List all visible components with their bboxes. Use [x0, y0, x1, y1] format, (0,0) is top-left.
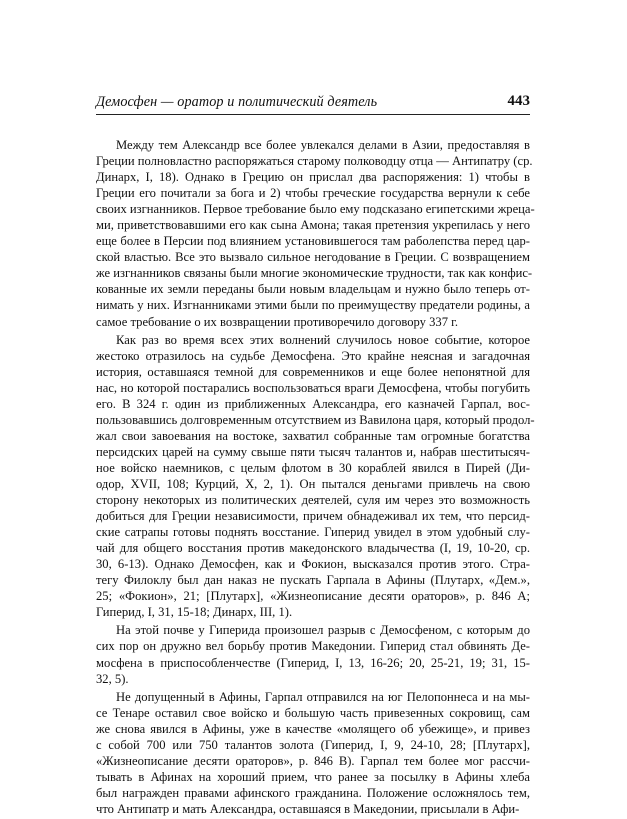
paragraph	[96, 332, 535, 621]
text-line: ное войско наемников, с целым флотом в 30 кораблей явился в Пирей (Ди-	[96, 460, 530, 475]
text-line: жестоко отразилось на судьбе Демосфена. Это крайне неясная и загадочная	[96, 348, 530, 363]
text-line: был награжден правами афинского гражданина. Положение осложнялось тем,	[96, 785, 530, 800]
text-line: 30, 6-13). Однако Демосфен, как и Фокион, высказался против этого. Стра-	[96, 557, 530, 572]
text-line: тывать в Афинах на хороший прием, что ранее за посылку в Афины хлеба	[96, 769, 530, 784]
text-line: Между тем Александр все более увлекался делами в Азии, предоставляя в	[116, 138, 530, 152]
text-line: с собой 700 или 750 талантов золота (Гиперид, I, 9, 24-10, 28; [Плутарх],	[96, 737, 530, 752]
text-line: история, оставшаяся темной для современников и еще более непонятной для	[96, 364, 530, 379]
text-line: же изгнанников связаны были многие экономические трудности, так как конфис-	[96, 266, 533, 281]
text-line: сих пор он дружно вел борьбу против Македонии. Гиперид стал обвинять Де-	[96, 639, 530, 654]
text-line: «Жизнеописание десяти ораторов», р. 846 В). Гарпал тем более мог рассчи-	[96, 753, 530, 768]
text-line: персидских царей на сумму свыше пяти тысяч талантов и, набрав шеститысяч-	[96, 444, 530, 459]
text-line: что Антипатр и мать Александра, оставшаяся в Македонии, присылали в Афи-	[96, 801, 520, 816]
text-line: ми, приветствовавшими его как сына Амона; такая претензия укрепилась у него	[96, 218, 530, 233]
text-line: Как раз во время всех этих волнений случилось новое событие, которое	[116, 332, 530, 347]
text-line: чай для общего восстания против македонского владычества (I, 19, 10-20, ср.	[96, 541, 530, 556]
body-text	[96, 137, 535, 819]
text-line: нас, но которой постарались воспользоваться враги Демосфена, чтобы погубить	[96, 380, 530, 395]
text-line: се Тенаре оставил свое войско и большую часть привезенных сокровищ, сам	[96, 705, 530, 720]
text-line: 32, 5).	[96, 671, 129, 686]
text-line: Динарх, I, 18). Однако в Грецию он прислал два распоряжения: 1) чтобы в	[96, 170, 530, 185]
text-line: мосфена в приспособленчестве (Гиперид, I, 13, 16-26; 20, 25-21, 19; 31, 15-	[96, 655, 530, 670]
text-line: тегу Филоклу был дан наказ не пускать Гарпала в Афины (Плутарх, «Дем.»,	[96, 573, 530, 588]
text-line: его. В 324 г. один из приближенных Александра, его казначей Гарпал, вос-	[96, 396, 530, 411]
page-number: 443	[507, 93, 530, 109]
text-line: 25; «Фокион», 21; [Плутарх], «Жизнеописание десяти ораторов», р. 846 А;	[96, 589, 530, 604]
text-line: же снова явился в Афины, уже в качестве «молящего об убежище», и привез	[96, 721, 530, 736]
paragraph	[96, 689, 530, 817]
text-line: сторону некоторых из политических деятелей, суля им через это возможность	[96, 493, 530, 508]
text-line: Греции полновластно распоряжаться старому полководцу отца — Антипатру (ср.	[96, 154, 533, 169]
text-line: Гиперид, I, 31, 15-18; Динарх, III, 1).	[96, 605, 293, 620]
text-line: ские сатрапы готовы поднять восстание. Гиперид увидел в этом удобный слу-	[96, 525, 530, 540]
text-line: самое требование о их возвращении противоречило договору 337 г.	[96, 314, 459, 329]
paragraph	[96, 137, 535, 330]
running-title: Демосфен — оратор и политический деятель	[96, 94, 378, 110]
running-header	[96, 92, 530, 115]
text-line: Греции его почитали за бога и 2) чтобы греческие государства вернули к себе	[96, 186, 530, 201]
text-line: ской властью. Все это вызвало сильное негодование в Греции. С возвращением	[96, 250, 530, 265]
text-line: пользовавшись долговременным отсутствием из Вавилона царя, который продол-	[96, 412, 535, 427]
text-line: одор, XVII, 108; Курций, X, 2, 1). Он пытался деньгами привлечь на свою	[96, 476, 530, 491]
text-line: добиться для Греции независимости, причем обнадеживал их тем, что персид-	[96, 509, 530, 524]
text-line: своих изгнанников. Первое требование было ему подсказано египетскими жреца-	[96, 202, 535, 217]
text-line: еще более в Персии под влиянием установившегося там раболепства перед цар-	[96, 234, 530, 249]
text-line: жал свои завоевания на востоке, захватил собранные там огромные богатства	[96, 428, 530, 443]
text-line: Не допущенный в Афины, Гарпал отправился на юг Пелопоннеса и на мы-	[116, 689, 530, 704]
text-line: нимать у них. Изгнанниками этими были по преимуществу предатели родины, а	[96, 298, 530, 313]
text-line: На этой почве у Гиперида произошел разрыв с Демосфеном, с которым до	[116, 623, 530, 638]
text-line: кованные их земли переданы были новым владельцам и нужно было теперь от-	[96, 282, 530, 297]
paragraph	[96, 622, 530, 686]
